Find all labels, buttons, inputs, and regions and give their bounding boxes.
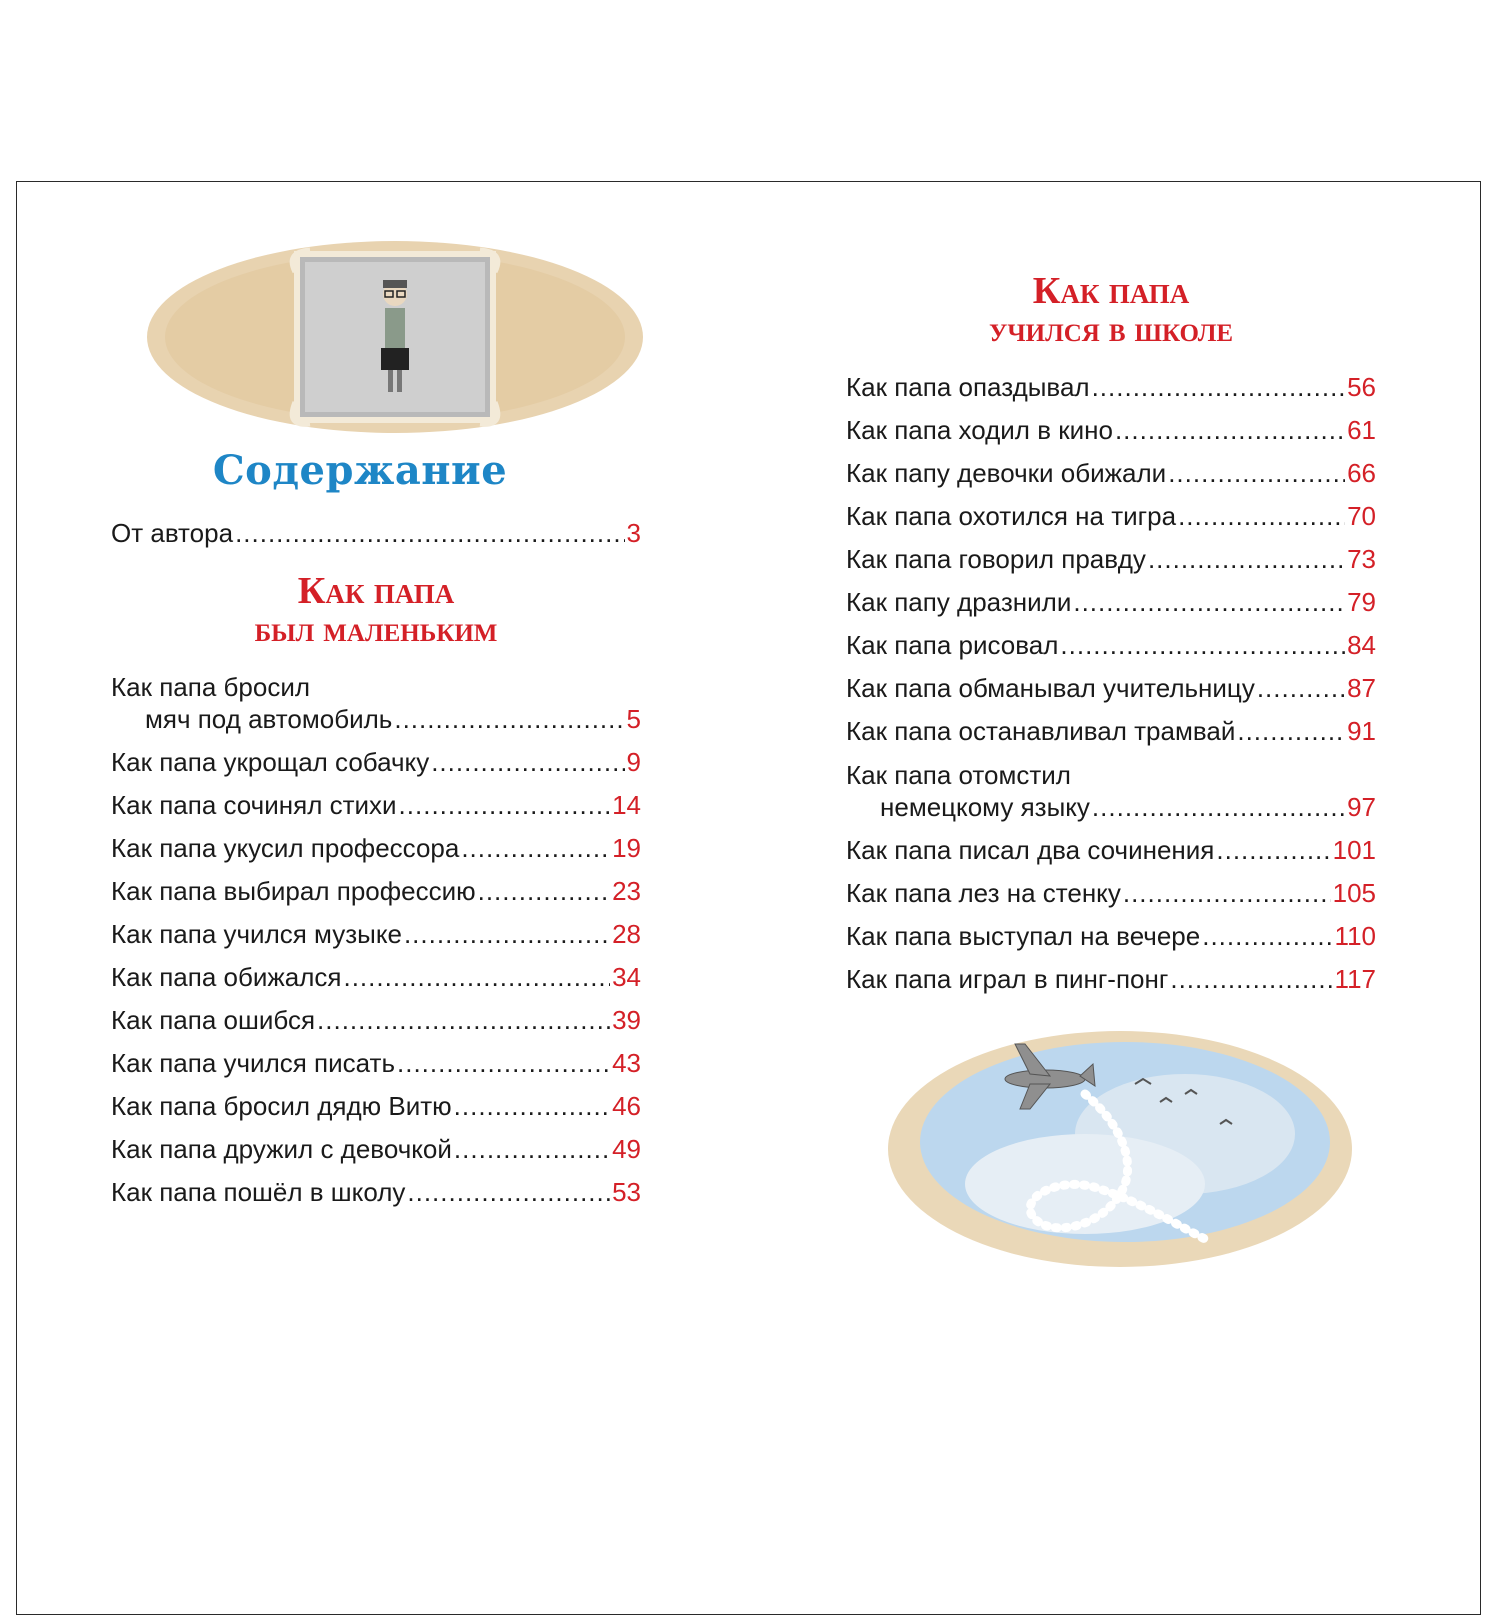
toc-entry-title: Как папа писал два сочинения (846, 835, 1215, 865)
toc-entry-title: немецкому языку (880, 792, 1090, 822)
section-title-left (111, 572, 641, 648)
leader-dots (1257, 673, 1345, 703)
toc-entry-title: Как папа играл в пинг-понг (846, 964, 1169, 994)
leader-dots (317, 1005, 610, 1035)
toc-entry[interactable] (846, 760, 1376, 822)
toc-entry-title: Как папа обижался (111, 962, 342, 992)
toc-entry-page: 110 (1334, 921, 1376, 951)
toc-entry-title: Как папа ошибся (111, 1005, 316, 1035)
toc-entry-page: 56 (1347, 372, 1376, 402)
toc-entry-page: 84 (1347, 630, 1376, 660)
toc-entry[interactable] (111, 790, 641, 820)
toc-entry-page: 73 (1347, 544, 1376, 574)
leader-dots (1202, 921, 1332, 951)
toc-entry-page: 49 (612, 1134, 641, 1164)
leader-dots (1216, 835, 1330, 865)
toc-entry-page: 87 (1347, 673, 1376, 703)
toc-entry-title: мяч под автомобиль (145, 704, 393, 734)
section-title-right (846, 272, 1376, 348)
leader-dots (431, 747, 624, 777)
toc-entry-page: 66 (1347, 458, 1376, 488)
toc-entry-page: 3 (626, 518, 641, 548)
toc-entry[interactable] (111, 1091, 641, 1121)
toc-entry-title-line1: Как папа бросил (111, 672, 311, 702)
toc-entry[interactable] (111, 1134, 641, 1164)
toc-entry-title: Как папа выступал на вечере (846, 921, 1201, 951)
leader-dots (1092, 372, 1346, 402)
toc-entry-title: Как папа дружил с девочкой (111, 1134, 452, 1164)
toc-entry-title: От автора (111, 518, 234, 548)
airplane-skywriting-illustration (885, 1024, 1355, 1274)
toc-entry-page: 39 (612, 1005, 641, 1035)
toc-entry-page: 70 (1347, 501, 1376, 531)
toc-entry[interactable] (846, 458, 1376, 488)
toc-entry-title: Как папа опаздывал (846, 372, 1090, 402)
leader-dots (343, 962, 610, 992)
toc-entry[interactable] (846, 878, 1376, 908)
toc-entry-title: Как папу дразнили (846, 587, 1072, 617)
leader-dots (235, 518, 624, 548)
toc-entry[interactable] (111, 833, 641, 863)
section-title-line2: учился в школе (988, 309, 1233, 349)
toc-entry-title: Как папа укрощал собачку (111, 747, 430, 777)
toc-entry-title: Как папа выбирал профессию (111, 876, 476, 906)
toc-entry[interactable] (111, 1048, 641, 1078)
leader-dots (461, 833, 610, 863)
toc-entry[interactable] (846, 964, 1376, 994)
leader-dots (1073, 587, 1345, 617)
toc-entry[interactable] (846, 835, 1376, 865)
leader-dots (1237, 716, 1345, 746)
toc-entry-page: 23 (612, 876, 641, 906)
toc-entry-title: Как папа останавливал трамвай (846, 716, 1236, 746)
leader-dots (407, 1177, 610, 1207)
toc-entry[interactable] (111, 1005, 641, 1035)
toc-entry-title: Как папа ходил в кино (846, 415, 1113, 445)
section-title-line1: Как папа (1032, 270, 1190, 312)
toc-entry-page: 53 (612, 1177, 641, 1207)
toc-entry-title: Как папа лез на стенку (846, 878, 1121, 908)
toc-entry-title: Как папу девочки обижали (846, 458, 1167, 488)
toc-entry-page: 14 (612, 790, 641, 820)
toc-entry-page: 5 (626, 704, 641, 734)
leader-dots (1115, 415, 1345, 445)
section-title-line1: Как папа (297, 570, 455, 612)
toc-entry[interactable] (846, 372, 1376, 402)
toc-entry-title: Как папа говорил правду (846, 544, 1146, 574)
toc-entry-page: 34 (612, 962, 641, 992)
leader-dots (1123, 878, 1331, 908)
leader-dots (454, 1091, 610, 1121)
leader-dots (1148, 544, 1345, 574)
toc-entry[interactable] (846, 587, 1376, 617)
toc-entry[interactable] (111, 1177, 641, 1207)
toc-entry-page: 101 (1332, 835, 1376, 865)
toc-entry-page: 19 (612, 833, 641, 863)
toc-entry-intro[interactable] (111, 518, 641, 548)
toc-entry-page: 105 (1332, 878, 1376, 908)
leader-dots (1092, 792, 1345, 822)
leader-dots (1168, 458, 1345, 488)
toc-entry-page: 9 (626, 747, 641, 777)
toc-entry-page: 91 (1347, 716, 1376, 746)
leader-dots (1060, 630, 1345, 660)
toc-entry-page: 43 (612, 1048, 641, 1078)
book-spread (16, 181, 1481, 1615)
toc-entry-title: Как папа сочинял стихи (111, 790, 397, 820)
toc-entry-page: 46 (612, 1091, 641, 1121)
toc-entry-page: 79 (1347, 587, 1376, 617)
toc-entry-title: Как папа учился музыке (111, 919, 402, 949)
toc-entry-page: 28 (612, 919, 641, 949)
toc-entry[interactable] (846, 921, 1376, 951)
leader-dots (1178, 501, 1345, 531)
toc-entry-page: 117 (1334, 964, 1376, 994)
leader-dots (397, 1048, 610, 1078)
toc-entry-page: 61 (1347, 415, 1376, 445)
toc-entry[interactable] (846, 673, 1376, 703)
toc-entry-title: Как папа обманывал учительницу (846, 673, 1255, 703)
leader-dots (478, 876, 610, 906)
toc-entry-title: Как папа учился писать (111, 1048, 395, 1078)
toc-entry-title: Как папа рисовал (846, 630, 1059, 660)
toc-entry[interactable] (111, 919, 641, 949)
toc-entry[interactable] (111, 672, 641, 734)
toc-heading: Содержание (212, 447, 508, 494)
toc-entry[interactable] (846, 544, 1376, 574)
toc-entry-title: Как папа охотился на тигра (846, 501, 1177, 531)
section-title-line2: был маленьким (254, 609, 498, 649)
leader-dots (404, 919, 610, 949)
leader-dots (394, 704, 624, 734)
leader-dots (1170, 964, 1332, 994)
leader-dots (399, 790, 611, 820)
toc-entry-page: 97 (1347, 792, 1376, 822)
toc-entry-title: Как папа пошёл в школу (111, 1177, 406, 1207)
toc-entry-title-line1: Как папа отомстил (846, 760, 1071, 790)
toc-entry[interactable] (111, 747, 641, 777)
toc-entry[interactable] (111, 876, 641, 906)
boy-with-briefcase-illustration (145, 232, 645, 442)
toc-entry[interactable] (846, 630, 1376, 660)
toc-entry[interactable] (846, 716, 1376, 746)
toc-entry[interactable] (846, 501, 1376, 531)
toc-entry-title: Как папа укусил профессора (111, 833, 460, 863)
toc-entry-title: Как папа бросил дядю Витю (111, 1091, 452, 1121)
leader-dots (454, 1134, 610, 1164)
toc-entry[interactable] (846, 415, 1376, 445)
toc-entry[interactable] (111, 962, 641, 992)
